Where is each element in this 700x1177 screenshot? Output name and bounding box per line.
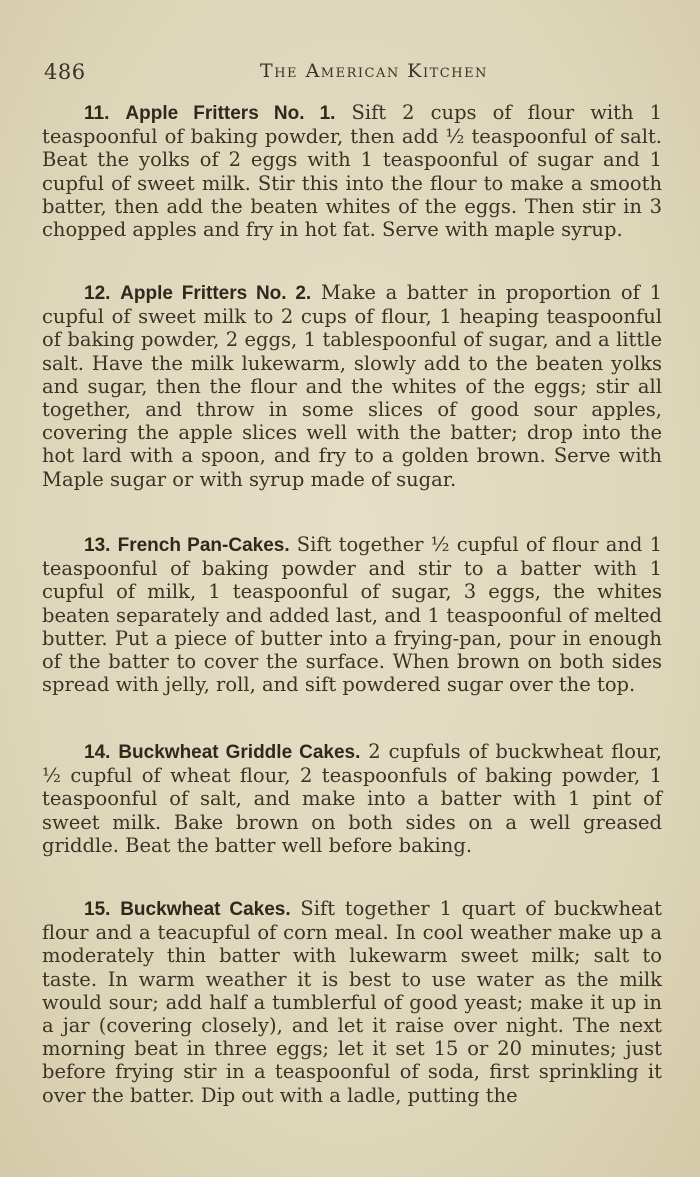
recipe-11 [42,101,662,241]
recipe-title: Buckwheat Griddle Cakes. [118,742,361,763]
recipe-number: 15. [84,899,111,920]
recipe-13 [42,533,662,696]
recipe-number: 14. [84,742,111,763]
recipe-14 [42,740,662,857]
recipe-15 [42,897,662,1107]
recipe-12 [42,281,662,491]
page-header [44,60,664,88]
recipe-number: 11. [84,103,110,124]
recipe-title: Apple Fritters No. 2. [120,283,312,304]
recipe-number: 12. [84,283,111,304]
recipe-title: French Pan-Cakes. [117,535,290,556]
page-number: 486 [44,60,86,84]
recipe-number: 13. [84,535,111,556]
recipe-text: Sift 2 cups of flour with 1 teaspoonful of baking powder, then add ½ teaspoonful of salt. Beat the yolks of 2 eggs with 1 teaspoonful of sugar and 1 cupful of sweet milk. Stir this into the flour to make a smooth batter, then add the beaten whites of the eggs. Then stir in 3 chopped apples and fry in hot fat. Serve with maple syrup. [42,101,662,242]
running-head: The American Kitchen [260,60,488,82]
recipe-text: Sift together 1 quart of buckwheat flour and a teacupful of corn meal. In cool weather make up a moderately thin batter with lukewarm sweet milk; salt to taste. In warm weather it is best to use water as the milk would sour; add half a tumblerful of good yeast; make it up in a jar (covering closely), and let it raise over night. The next morning beat in three eggs; let it set 15 or 20 minutes; just before frying stir in a teaspoonful of soda, first sprinkling it over the batter. Dip out with a ladle, putting the [42,897,663,1107]
recipe-text: Sift together ½ cupful of flour and 1 teaspoonful of baking powder and stir to a batter with 1 cupful of milk, 1 teaspoonful of sugar, 3 eggs, the whites beaten separately and added last, and 1 teaspoonful of melted butter. Put a piece of butter into a frying-pan, pour in enough of the batter to cover the surface. When brown on both sides spread with jelly, roll, and sift powdered sugar over the top. [42,533,662,697]
recipe-text: Make a batter in proportion of 1 cupful of sweet milk to 2 cups of flour, 1 heaping teaspoonful of baking powder, 2 eggs, 1 tablespoonful of sugar, and a little salt. Have the milk lukewarm, slowly add to the beaten yolks and sugar, then the flour and the whites of the eggs; stir all together, and throw in some slices of good sour apples, covering the apple slices well with the batter; drop into the hot lard with a spoon, and fry to a golden brown. Serve with Maple sugar or with syrup made of sugar. [42,281,663,491]
recipe-text: 2 cupfuls of buckwheat flour, ½ cupful of wheat flour, 2 teaspoonfuls of baking powder, 1 teaspoonful of salt, and make into a batter with 1 pint of sweet milk. Bake brown on both sides on a well greased griddle. Beat the batter well before baking. [42,740,662,857]
recipe-title: Buckwheat Cakes. [120,899,291,920]
recipe-title: Apple Fritters No. 1. [125,103,336,124]
